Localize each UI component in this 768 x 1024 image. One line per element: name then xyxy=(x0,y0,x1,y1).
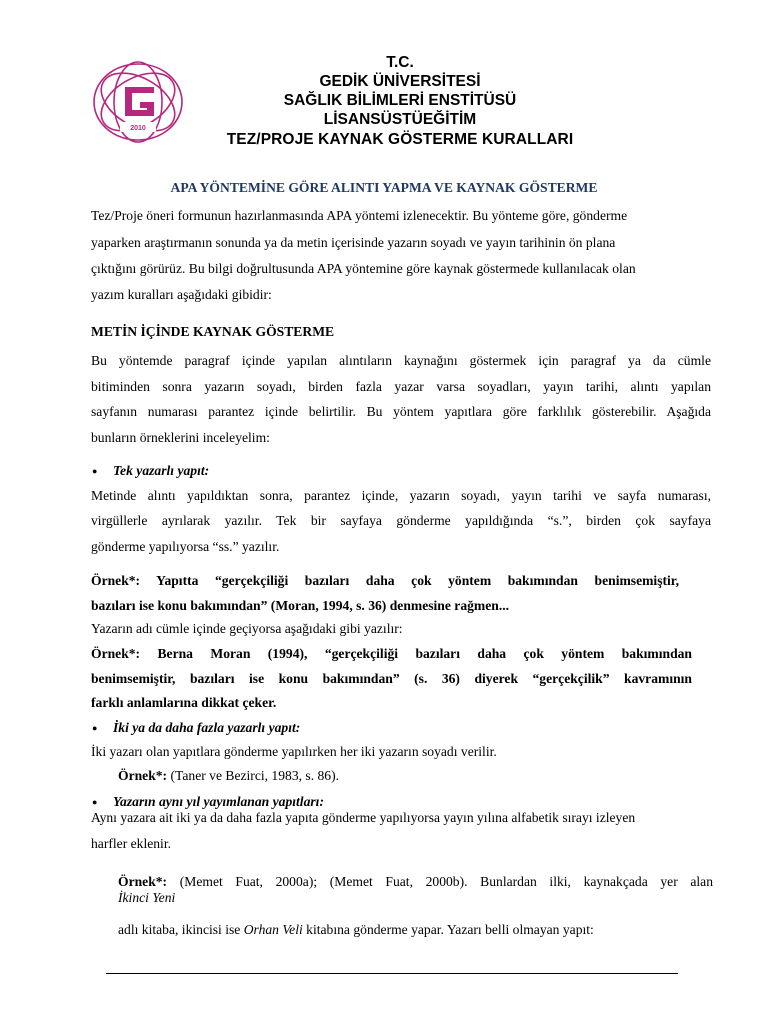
intro-line-4: yazım kuralları aşağıdaki gibidir: xyxy=(91,287,272,302)
intro-line-3: çıktığını görürüz. Bu bilgi doğrultusunda APA yöntemine göre kaynak göstermede kullanılacak olan xyxy=(91,261,636,276)
para3: Yazarın adı cümle içinde geçiyorsa aşağıdaki gibi yazılır: xyxy=(91,621,403,636)
final-line-pre: adlı kitaba, ikincisi ise xyxy=(118,922,244,937)
header-institute: SAĞLIK BİLİMLERİ ENSTİTÜSÜ xyxy=(283,92,517,109)
example4-label: Örnek*: xyxy=(118,874,168,889)
para5-line-2: harfler eklenir. xyxy=(91,836,172,851)
example3 xyxy=(118,768,339,784)
header-doc-title: TEZ/PROJE KAYNAK GÖSTERME KURALLARI xyxy=(226,131,574,148)
para2-line-1: Metinde alıntı yapıldıktan sonra, parantez içinde, yazarın soyadı, yayın tarihi ve sayfa numarası, xyxy=(91,488,711,503)
university-logo xyxy=(88,60,188,144)
para2-line-3: gönderme yapılıyorsa “ss.” yazılır. xyxy=(91,539,280,554)
footnote-divider xyxy=(106,973,678,974)
para2-line-2: virgüllerle ayrılarak yazılır. Tek bir sayfaya gönderme yapıldığında “s.”, birden çok sayfaya xyxy=(91,513,711,528)
final-line xyxy=(118,922,594,938)
bullet-dot: ● xyxy=(92,797,98,807)
example2-line-1: Örnek*: Berna Moran (1994), “gerçekçiliği bazıları daha çok yöntem bakımından xyxy=(91,646,692,661)
example4-book-title: İkinci Yeni xyxy=(118,890,176,905)
header-graduate: LİSANSÜSTÜEĞİTİM xyxy=(323,111,477,128)
example1-line-1: Örnek*: Yapıtta “gerçekçiliği bazıları daha çok yöntem bakımından benimsemiştir, xyxy=(91,573,679,588)
para1-line-2: bitiminden sonra yazarın soyadı, birden fazla yazar varsa soyadları, yayın tarihi, alıntı yapılan xyxy=(91,379,711,394)
example2-line-3: farklı anlamlarına dikkat çeker. xyxy=(91,695,277,710)
example1-line-2: bazıları ise konu bakımından” (Moran, 1994, s. 36) denmesine rağmen... xyxy=(91,598,510,613)
document-header xyxy=(195,53,605,150)
final-line-book: Orhan Veli xyxy=(243,922,303,937)
para1-line-4: bunların örneklerini inceleyelim: xyxy=(91,430,270,445)
final-line-post: kitabına gönderme yapar. Yazarı belli olmayan yapıt: xyxy=(302,922,594,937)
para4: İki yazarı olan yapıtlara gönderme yapılırken her iki yazarın soyadı verilir. xyxy=(91,744,497,759)
section-title: APA YÖNTEMİNE GÖRE ALINTI YAPMA VE KAYNAK GÖSTERME xyxy=(170,180,598,195)
example4-line-1 xyxy=(118,874,713,890)
para1-line-1: Bu yöntemde paragraf içinde yapılan alıntıların kaynağını göstermek için paragraf ya da cümle xyxy=(91,353,711,368)
example2-line-2: benimsemiştir, bazıları ise konu bakımından” (s. 36) diyerek “gerçekçilik” kavramının xyxy=(91,671,692,686)
bullet-single-author: Tek yazarlı yapıt: xyxy=(113,463,210,478)
logo-year: 2010 xyxy=(130,125,146,132)
bullet-same-year: Yazarın aynı yıl yayımlanan yapıtları: xyxy=(113,794,324,809)
para5-line-1: Aynı yazara ait iki ya da daha fazla yapıta gönderme yapılıyorsa yayın yılına alfabetik sırayı izleyen xyxy=(91,810,636,825)
subheading: METİN İÇİNDE KAYNAK GÖSTERME xyxy=(91,324,335,339)
example3-label: Örnek*: xyxy=(118,768,168,783)
para1-line-3: sayfanın numarası parantez içinde belirtilir. Bu yöntem yapıtlara göre farklılık gösterebilir. Aşağıda xyxy=(91,404,711,419)
bullet-multi-author: İki ya da daha fazla yazarlı yapıt: xyxy=(113,720,301,735)
header-university: GEDİK ÜNİVERSİTESİ xyxy=(319,73,481,90)
example3-text: (Taner ve Bezirci, 1983, s. 86). xyxy=(167,768,340,783)
header-line-tc: T.C. xyxy=(386,54,414,71)
bullet-dot: ● xyxy=(92,723,98,733)
intro-line-1: Tez/Proje öneri formunun hazırlanmasında APA yöntemi izlenecektir. Bu yönteme göre, gönderme xyxy=(91,208,628,223)
intro-line-2: yaparken araştırmanın sonunda ya da metin içerisinde yazarın soyadı ve yayın tarihinin ön plana xyxy=(91,235,616,250)
example4-text: (Memet Fuat, 2000a); (Memet Fuat, 2000b). Bunlardan ilki, kaynakçada yer alan xyxy=(167,874,713,889)
bullet-dot: ● xyxy=(92,466,98,476)
